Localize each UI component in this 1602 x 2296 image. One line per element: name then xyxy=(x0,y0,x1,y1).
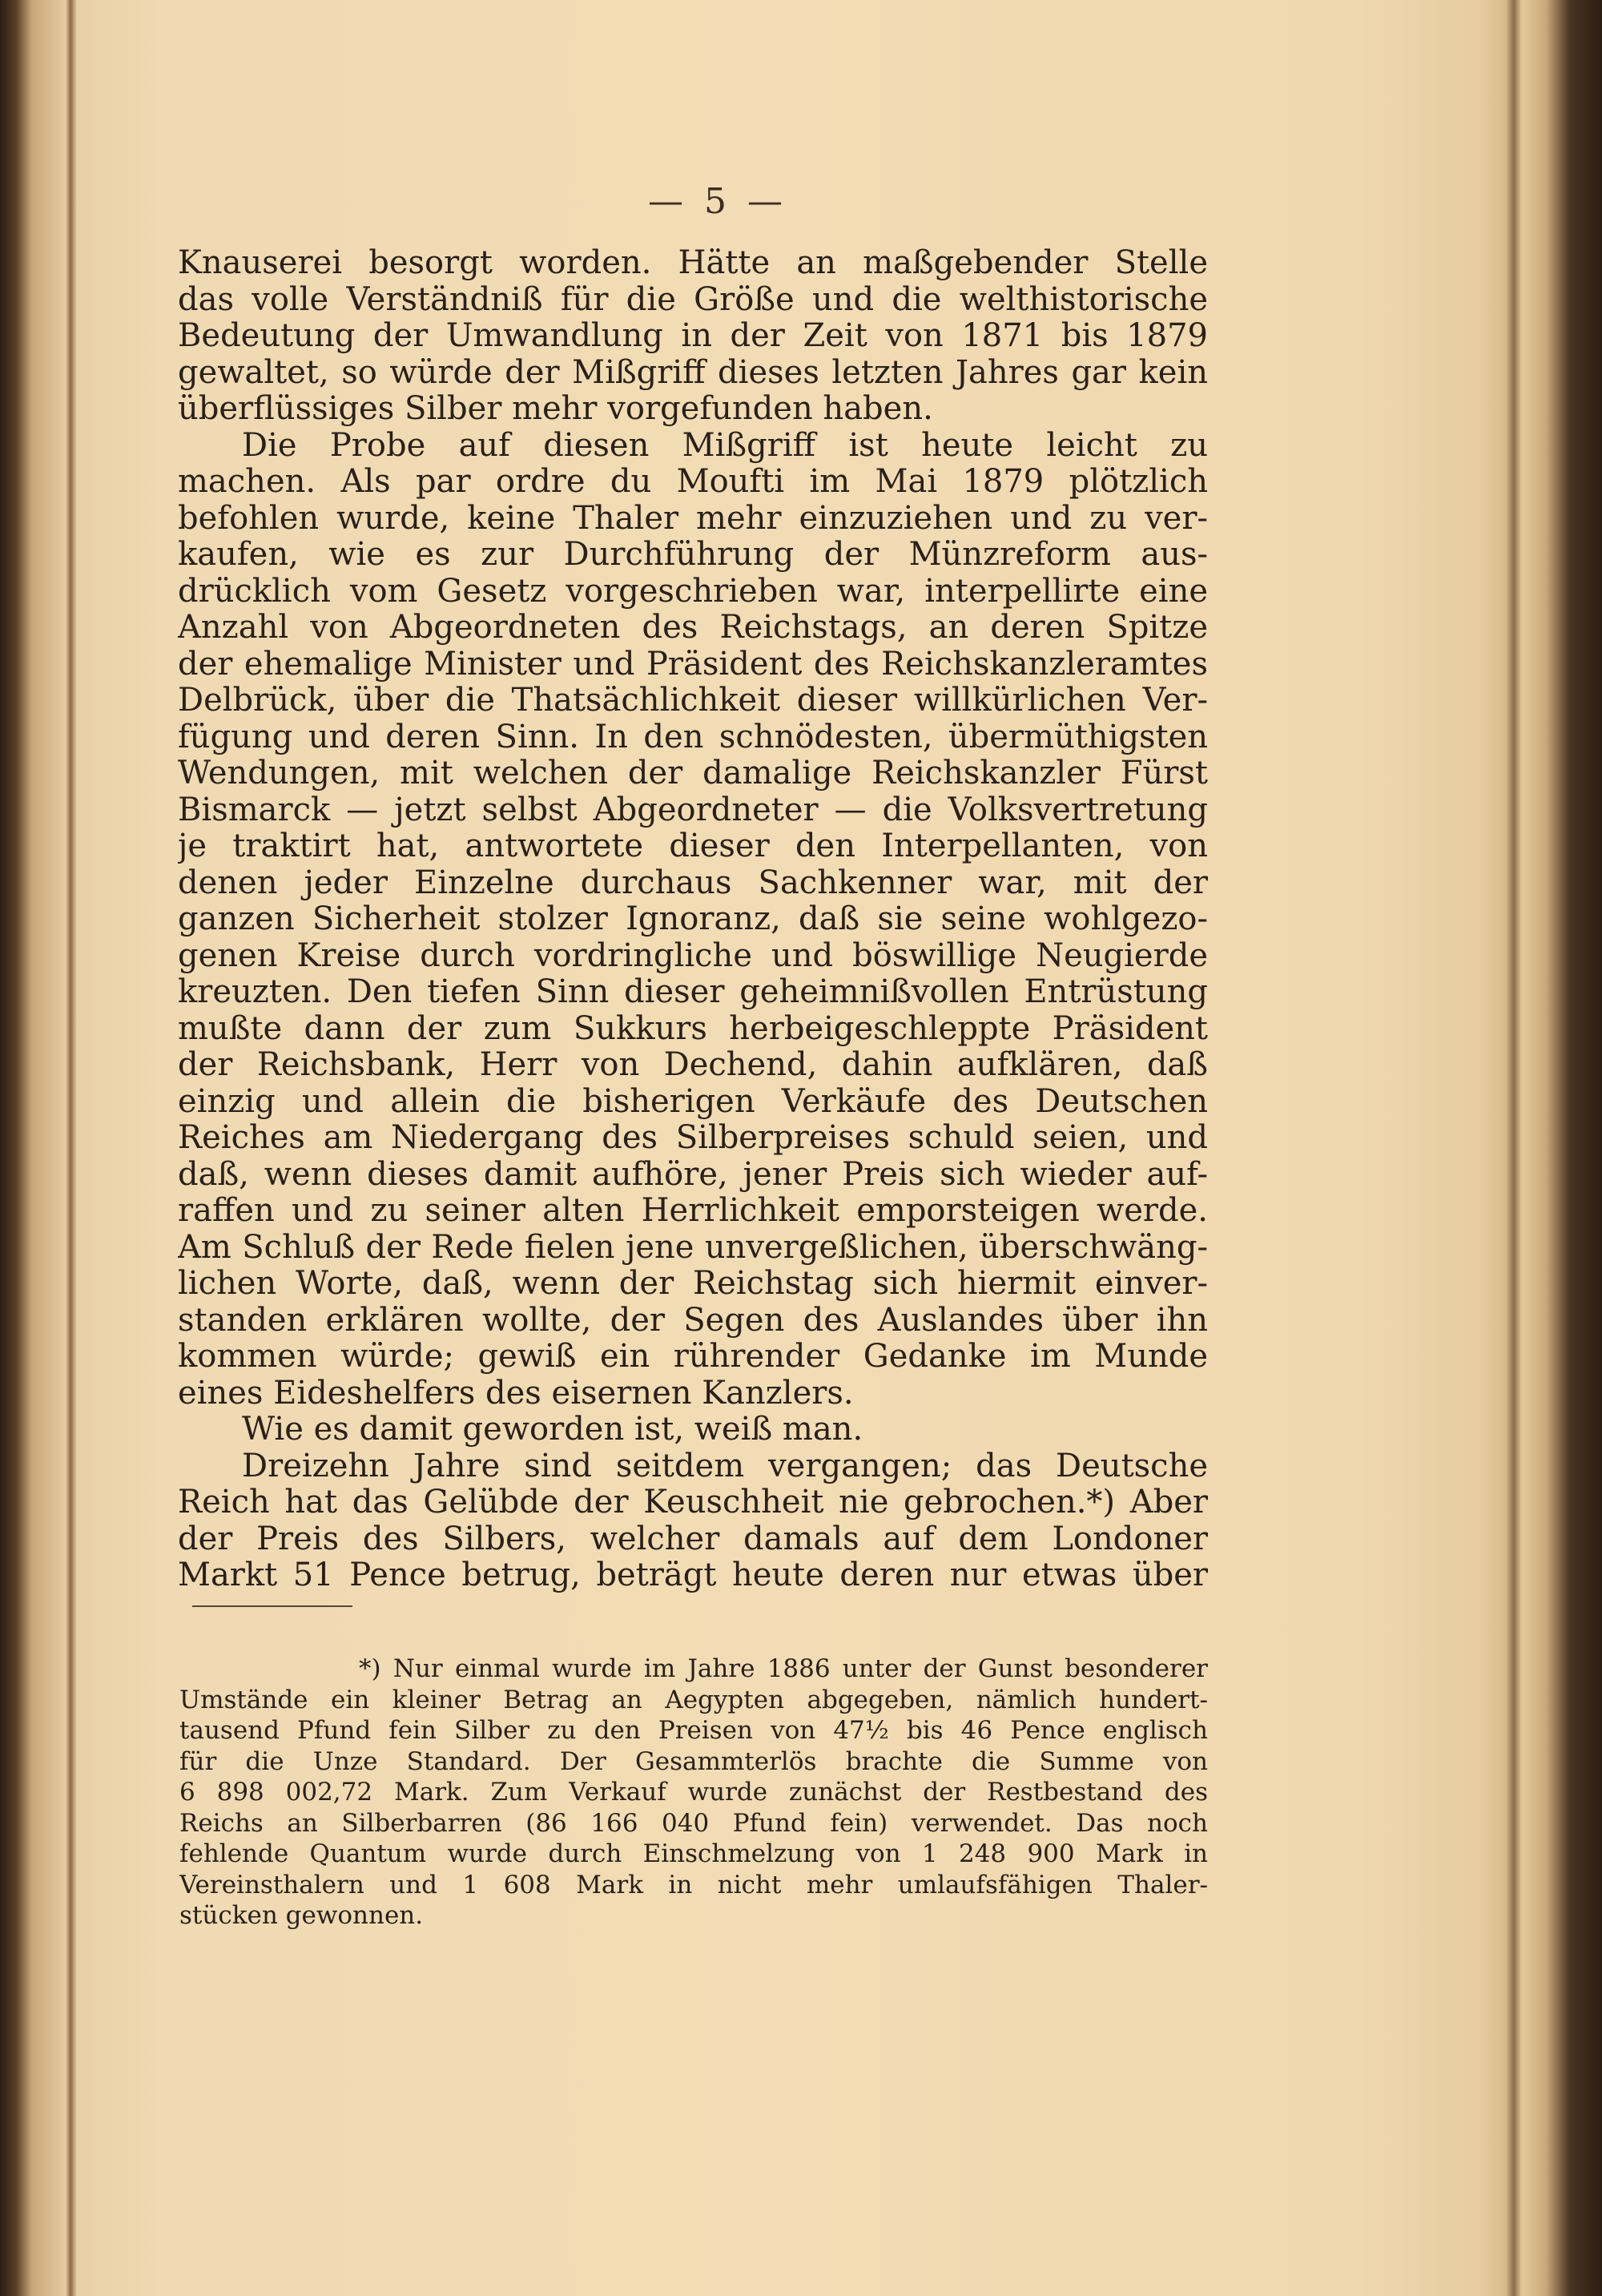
text-line: Markt 51 Pence betrug, beträgt heute deren nur etwas über xyxy=(178,1557,1208,1593)
text-line: Dreizehn Jahre sind seitdem vergangen; das Deutsche xyxy=(242,1448,1208,1484)
text-line: machen. Als par ordre du Moufti im Mai 1879 plötzlich xyxy=(178,464,1208,500)
text-line: überflüssiges Silber mehr vorgefunden haben. xyxy=(178,391,933,427)
text-line: Am Schluß der Rede fielen jene unvergeßlichen, überschwäng- xyxy=(178,1229,1208,1266)
text-line: Reiches am Niedergang des Silberpreises schuld seien, und xyxy=(178,1120,1208,1156)
footnote-line: 6 898 002,72 Mark. Zum Verkauf wurde zunächst der Restbestand des xyxy=(179,1778,1208,1807)
text-line: drücklich vom Gesetz vorgeschrieben war, interpellirte eine xyxy=(178,573,1208,610)
text-line: Knauserei besorgt worden. Hätte an maßgebender Stelle xyxy=(178,245,1208,281)
text-line: mußte dann der zum Sukkurs herbeigeschleppte Präsident xyxy=(178,1010,1208,1047)
text-line: gewaltet, so würde der Mißgriff dieses letzten Jahres gar kein xyxy=(178,354,1208,391)
footnote-line: fehlende Quantum wurde durch Einschmelzung von 1 248 900 Mark in xyxy=(179,1839,1208,1868)
text-line: Bismarck — jetzt selbst Abgeordneter — die Volksvertretung xyxy=(178,792,1208,828)
footnote-line: Umstände ein kleiner Betrag an Aegypten abgegeben, nämlich hundert- xyxy=(179,1685,1208,1714)
footnote-line: tausend Pfund fein Silber zu den Preisen von 47½ bis 46 Pence englisch xyxy=(179,1716,1208,1745)
text-line: kreuzten. Den tiefen Sinn dieser geheimnißvollen Entrüstung xyxy=(178,974,1208,1010)
text-line: kaufen, wie es zur Durchführung der Münzreform aus- xyxy=(178,537,1208,573)
text-line: je traktirt hat, antwortete dieser den Interpellanten, von xyxy=(178,828,1208,864)
text-line: standen erklären wollte, der Segen des Auslandes über ihn xyxy=(178,1302,1208,1339)
text-line: das volle Verständniß für die Größe und die welthistorische xyxy=(178,281,1208,318)
footnote-line: Vereinsthalern und 1 608 Mark in nicht mehr umlaufsfähigen Thaler- xyxy=(179,1870,1208,1899)
main-text-block xyxy=(178,245,1208,1594)
footnote-line: für die Unze Standard. Der Gesammterlös brachte die Summe von xyxy=(179,1746,1208,1776)
text-line: lichen Worte, daß, wenn der Reichstag sich hiermit einver- xyxy=(178,1266,1208,1302)
text-line: ganzen Sicherheit stolzer Ignoranz, daß sie seine wohlgezo- xyxy=(178,901,1208,937)
text-line: denen jeder Einzelne durchaus Sachkenner war, mit der xyxy=(178,864,1208,901)
text-line: eines Eideshelfers des eisernen Kanzlers. xyxy=(178,1375,854,1412)
text-line: einzig und allein die bisherigen Verkäufe des Deutschen xyxy=(178,1083,1208,1120)
text-line: Bedeutung der Umwandlung in der Zeit von 1871 bis 1879 xyxy=(178,318,1208,354)
text-line: fügung und deren Sinn. In den schnödesten, übermüthigsten xyxy=(178,719,1208,755)
text-line: Wendungen, mit welchen der damalige Reichskanzler Fürst xyxy=(178,755,1208,792)
text-line: befohlen wurde, keine Thaler mehr einzuziehen und zu ver- xyxy=(178,500,1208,537)
text-line: daß, wenn dieses damit aufhöre, jener Preis sich wieder auf- xyxy=(178,1156,1208,1193)
text-line: Reich hat das Gelübde der Keuschheit nie gebrochen.*) Aber xyxy=(178,1484,1208,1521)
text-line: der Preis des Silbers, welcher damals auf dem Londoner xyxy=(178,1521,1208,1557)
text-line: der Reichsbank, Herr von Dechend, dahin aufklären, daß xyxy=(178,1047,1208,1083)
text-line: raffen und zu seiner alten Herrlichkeit emporsteigen werde. xyxy=(178,1193,1208,1229)
footnote-line: stücken gewonnen. xyxy=(179,1901,424,1930)
text-line: der ehemalige Minister und Präsident des Reichskanzleramtes xyxy=(178,646,1208,683)
text-line: Delbrück, über die Thatsächlichkeit dieser willkürlichen Ver- xyxy=(178,683,1208,719)
text-line: Anzahl von Abgeordneten des Reichstags, an deren Spitze xyxy=(178,610,1208,646)
text-line: kommen würde; gewiß ein rührender Gedanke im Munde xyxy=(178,1339,1208,1375)
footnote-line: *) Nur einmal wurde im Jahre 1886 unter der Gunst besonderer xyxy=(359,1654,1208,1683)
text-line: Wie es damit geworden ist, weiß man. xyxy=(242,1412,863,1448)
footnote-divider xyxy=(192,1605,352,1607)
text-line: genen Kreise durch vordringliche und böswillige Neugierde xyxy=(178,937,1208,974)
footnote-block xyxy=(179,1654,1208,1931)
text-line: Die Probe auf diesen Mißgriff ist heute leicht zu xyxy=(242,427,1208,464)
footnote-line: Reichs an Silberbarren (86 166 040 Pfund fein) verwendet. Das noch xyxy=(179,1808,1208,1838)
page-number: — 5 — xyxy=(648,181,787,222)
